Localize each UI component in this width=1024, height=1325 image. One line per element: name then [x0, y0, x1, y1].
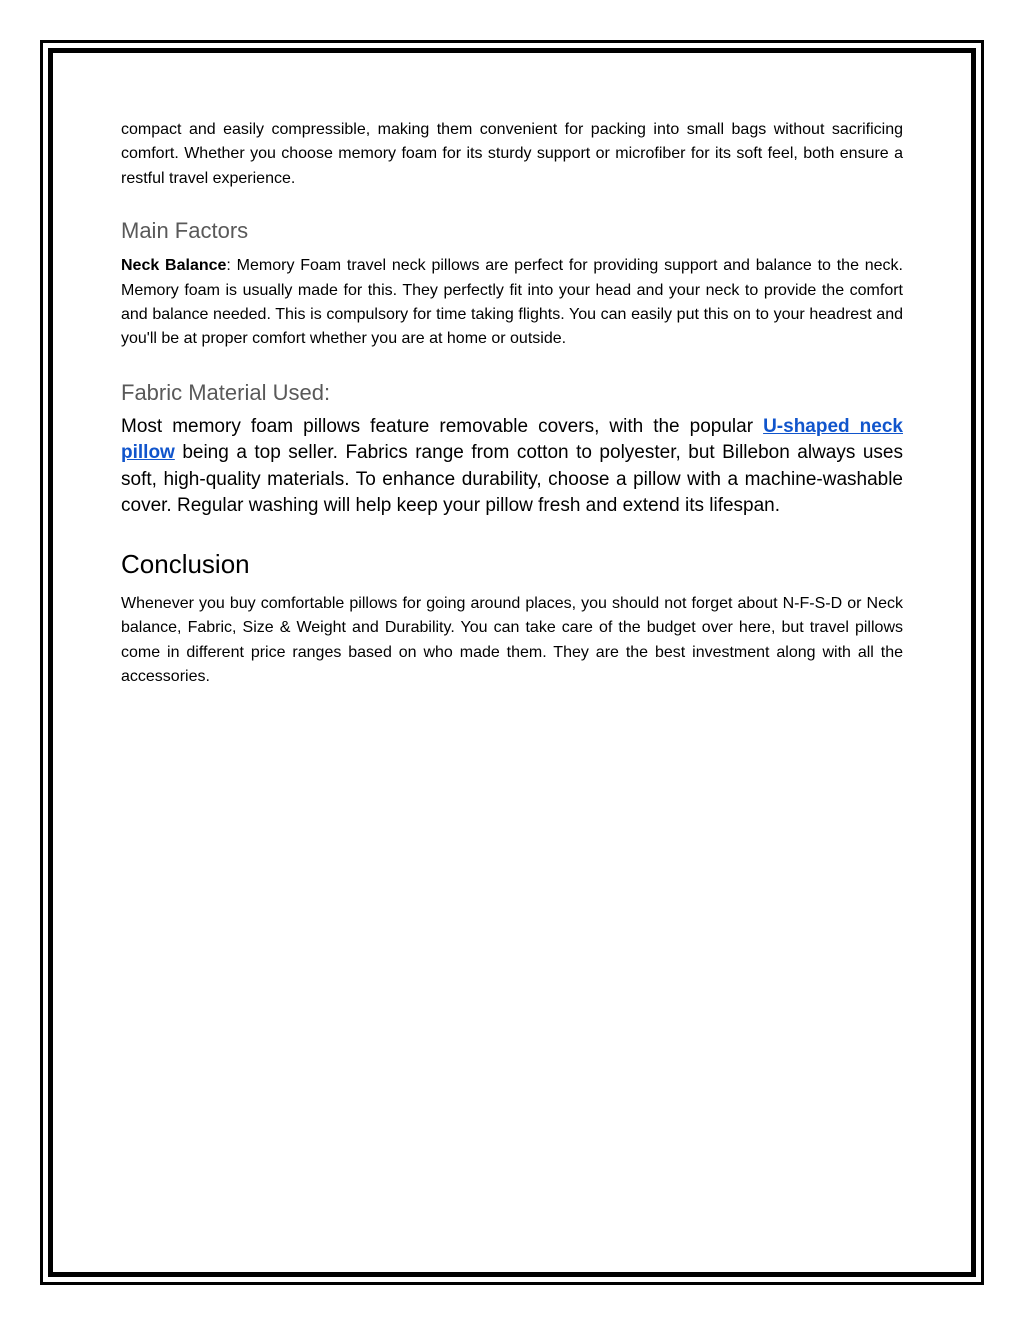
main-factors-heading: Main Factors [121, 218, 249, 244]
neck-balance-term: Neck Balance [121, 257, 227, 275]
intro-paragraph: compact and easily compressible, making them convenient for packing into small bags without sacrificing comfort. Whether you choose memory foam for its sturdy support or microfiber for its soft feel, both ensure a restful travel experience. [121, 121, 903, 187]
neck-balance-paragraph [121, 254, 903, 352]
conclusion-heading: Conclusion [121, 548, 250, 579]
document-body [121, 118, 903, 689]
fabric-text-after-link: being a top seller. Fabrics range from cotton to polyester, but Billebon always uses soft, high-quality materials. To enhance durability, choose a pillow with a machine-washable cover. Regular washing will help keep your pillow fresh and extend its lifespan. [121, 442, 903, 517]
fabric-material-heading: Fabric Material Used: [121, 379, 331, 405]
fabric-paragraph [121, 414, 903, 520]
conclusion-paragraph: Whenever you buy comfortable pillows for going around places, you should not forget about N-F-S-D or Neck balance, Fabric, Size & Weight and Durability. You can take care of the budget over here, but travel pillows come in different price ranges based on who made them. They are the best investment along with all the accessories. [121, 594, 903, 686]
u-shaped-neck-pillow-link[interactable]: U-shaped neck pillow [121, 415, 903, 464]
fabric-text-before-link: Most memory foam pillows feature removable covers, with the popular [121, 415, 764, 437]
neck-balance-text: : Memory Foam travel neck pillows are perfect for providing support and balance to the neck. Memory foam is usually made for this. They perfectly fit into your head and your neck to provide the comfort and balance needed. This is compulsory for time taking flights. You can easily put this on to your headrest and you'll be at proper comfort whether you are at home or outside. [121, 257, 904, 348]
